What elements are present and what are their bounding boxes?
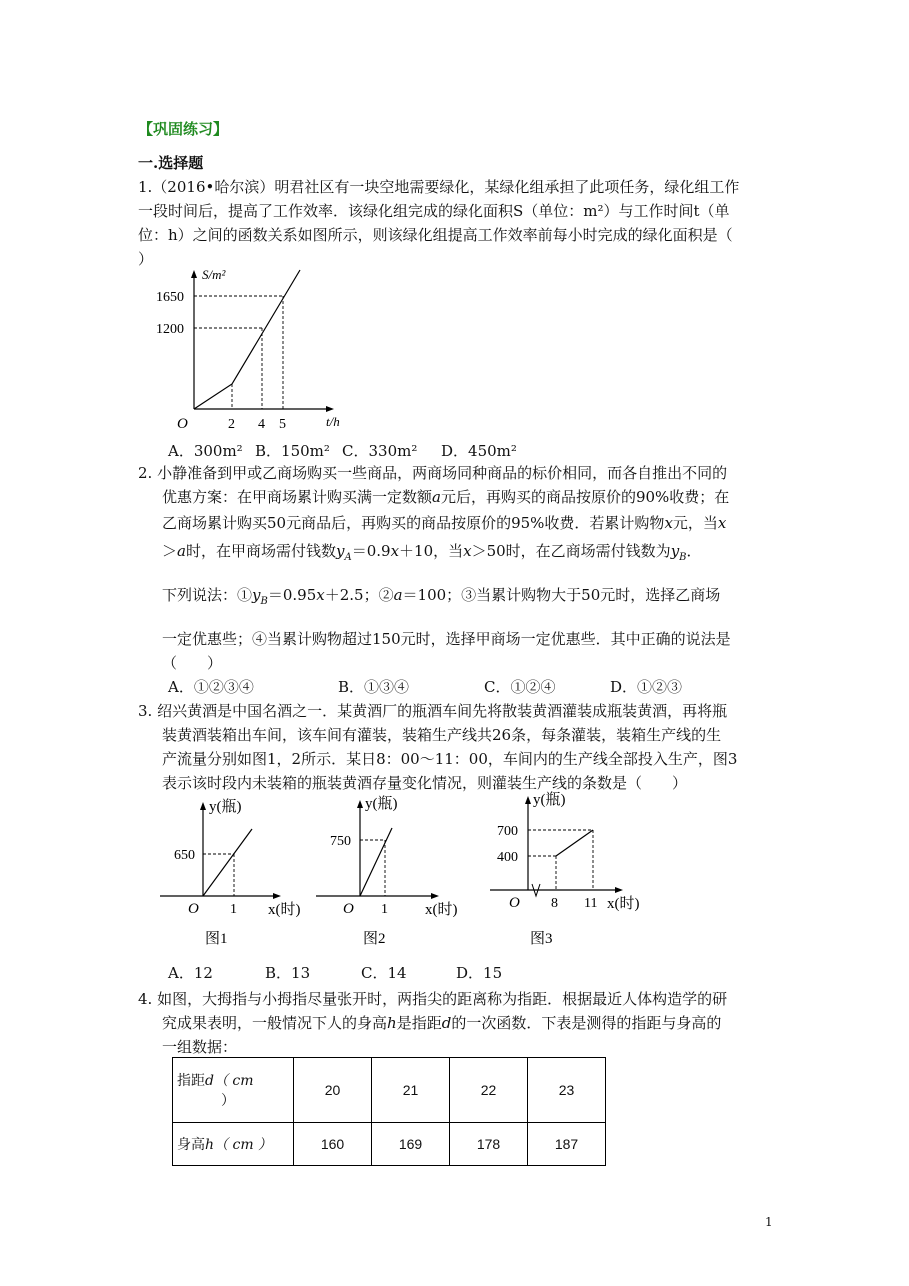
q1-ytick-1200: 1200 bbox=[156, 322, 184, 337]
table-cell-d-2: 22 bbox=[450, 1058, 528, 1123]
q3-fig1-caption: 图1 bbox=[205, 931, 228, 947]
q2-line-2: 优惠方案：在甲商场累计购买满一定数额a元后，再购买的商品按原价的90%收费；在 bbox=[162, 488, 730, 506]
q3-fig1-xtick: 1 bbox=[230, 902, 237, 917]
q3-fig3-ytick-400: 400 bbox=[497, 850, 518, 865]
table-header-h: 身高h（ cm ） bbox=[173, 1123, 294, 1166]
q3-fig2 bbox=[313, 794, 473, 954]
q1-xtick-4: 4 bbox=[258, 417, 265, 432]
page-number: 1 bbox=[765, 1215, 773, 1229]
q1-option-b: B．150m² bbox=[255, 442, 330, 460]
q4-line-3: 一组数据： bbox=[162, 1038, 238, 1056]
q1-function-line bbox=[194, 270, 300, 409]
q1-ytick-1650: 1650 bbox=[156, 290, 184, 305]
table-cell-h-3: 187 bbox=[528, 1123, 606, 1166]
q3-fig2-origin: O bbox=[343, 901, 354, 917]
q1-xlabel: t/h bbox=[326, 414, 340, 429]
q2-line-3: 乙商场累计购买50元商品后，再购买的商品按原价的95%收费．若累计购物x元，当x bbox=[162, 514, 727, 532]
q1-option-d: D．450m² bbox=[441, 442, 517, 460]
q3-line-3: 产流量分别如图1，2所示．某日8：00～11：00，车间内的生产线全部投入生产，图3 bbox=[162, 750, 738, 768]
q1-option-c: C．330m² bbox=[342, 442, 418, 460]
table-row bbox=[173, 1123, 606, 1166]
q4-line-2: 究成果表明，一般情况下人的身高h是指距d的一次函数．下表是测得的指距与身高的 bbox=[162, 1014, 722, 1032]
table-cell-d-0: 20 bbox=[294, 1058, 372, 1123]
q1-option-a: A．300m² bbox=[168, 442, 243, 460]
q3-fig2-xtick: 1 bbox=[381, 902, 388, 917]
q1-line-2: 一段时间后，提高了工作效率．该绿化组完成的绿化面积S（单位：m²）与工作时间t（单 bbox=[138, 202, 730, 220]
q2-line-7: （ ） bbox=[162, 654, 223, 672]
q1-xtick-2: 2 bbox=[228, 417, 235, 432]
table-cell-d-3: 23 bbox=[528, 1058, 606, 1123]
q2-option-c: C．①②④ bbox=[484, 678, 556, 696]
q1-ylabel: S/m² bbox=[202, 267, 226, 282]
q3-fig1-xlabel: x(时) bbox=[268, 902, 301, 918]
q1-line-3: 位：h）之间的函数关系如图所示，则该绿化组提高工作效率前每小时完成的绿化面积是（ bbox=[138, 226, 733, 244]
q3-fig3-origin: O bbox=[509, 895, 520, 911]
q2-line-1: 2. 小静准备到甲或乙商场购买一些商品，两商场同种商品的标价相同，而各自推出不同的 bbox=[138, 464, 728, 482]
q3-option-d: D．15 bbox=[456, 964, 503, 982]
q3-fig1-ylabel: y(瓶) bbox=[209, 799, 242, 815]
q1-line-4: ） bbox=[138, 250, 154, 268]
part-heading: 一.选择题 bbox=[138, 154, 204, 172]
table-row bbox=[173, 1058, 606, 1123]
q3-fig1-origin: O bbox=[188, 901, 199, 917]
q4-data-table bbox=[172, 1057, 606, 1166]
q3-fig2-ylabel: y(瓶) bbox=[365, 796, 398, 812]
q3-fig1 bbox=[160, 794, 315, 954]
q3-option-a: A．12 bbox=[168, 964, 213, 982]
q3-fig2-xlabel: x(时) bbox=[425, 902, 458, 918]
q3-fig2-ytick: 750 bbox=[330, 834, 351, 849]
table-cell-h-2: 178 bbox=[450, 1123, 528, 1166]
q2-option-d: D．①②③ bbox=[610, 678, 683, 696]
section-heading: 【巩固练习】 bbox=[138, 120, 229, 138]
q3-line-2: 装黄酒装箱出车间，该车间有灌装，装箱生产线共26条，每条灌装，装箱生产线的生 bbox=[162, 726, 722, 744]
q1-graph bbox=[150, 262, 350, 437]
q3-fig2-line bbox=[360, 828, 392, 896]
q3-fig3-xtick-11: 11 bbox=[584, 896, 598, 911]
q1-line-1: 1.（2016•哈尔滨）明君社区有一块空地需要绿化，某绿化组承担了此项任务，绿化组工作 bbox=[138, 178, 740, 196]
q2-line-4: ＞a时，在甲商场需付钱数$y_A=0.9x+10$，当x＞50时，在乙商场需付钱数为$y_B$． bbox=[162, 542, 702, 563]
q3-fig3-xlabel: x(时) bbox=[607, 896, 640, 912]
q3-fig3-ytick-700: 700 bbox=[497, 824, 518, 839]
q3-line-1: 3. 绍兴黄酒是中国名酒之一．某黄酒厂的瓶酒车间先将散装黄酒灌装成瓶装黄酒，再将瓶 bbox=[138, 702, 728, 720]
q2-line-6: 一定优惠些；④当累计购物超过150元时，选择甲商场一定优惠些．其中正确的说法是 bbox=[162, 630, 731, 648]
q3-fig3-line bbox=[556, 830, 593, 856]
q1-origin: O bbox=[177, 416, 188, 432]
q3-option-c: C．14 bbox=[361, 964, 407, 982]
table-cell-d-1: 21 bbox=[372, 1058, 450, 1123]
table-header-d: 指距d（ cm ） bbox=[173, 1058, 294, 1123]
q3-fig2-caption: 图2 bbox=[363, 931, 386, 947]
q2-line-5: 下列说法：$①y_B=0.95x+2.5$；②a＝100；③当累计购物大于50元时，选择乙商场 bbox=[162, 586, 721, 607]
q2-option-a: A．①②③④ bbox=[168, 678, 254, 696]
q3-fig1-line bbox=[203, 829, 252, 896]
q3-fig3-xtick-8: 8 bbox=[551, 896, 558, 911]
table-cell-h-0: 160 bbox=[294, 1123, 372, 1166]
q2-option-b: B．①③④ bbox=[338, 678, 410, 696]
q3-fig1-ytick: 650 bbox=[174, 848, 195, 863]
q1-xtick-5: 5 bbox=[279, 417, 286, 432]
q4-line-1: 4. 如图，大拇指与小拇指尽量张开时，两指尖的距离称为指距．根据最近人体构造学的研 bbox=[138, 990, 728, 1008]
q3-line-4: 表示该时段内未装箱的瓶装黄酒存量变化情况，则灌装生产线的条数是（ ） bbox=[162, 774, 688, 792]
q3-option-b: B．13 bbox=[265, 964, 311, 982]
q3-fig3 bbox=[485, 786, 655, 954]
table-cell-h-1: 169 bbox=[372, 1123, 450, 1166]
q3-fig3-ylabel: y(瓶) bbox=[533, 792, 566, 808]
q3-fig3-caption: 图3 bbox=[530, 931, 553, 947]
